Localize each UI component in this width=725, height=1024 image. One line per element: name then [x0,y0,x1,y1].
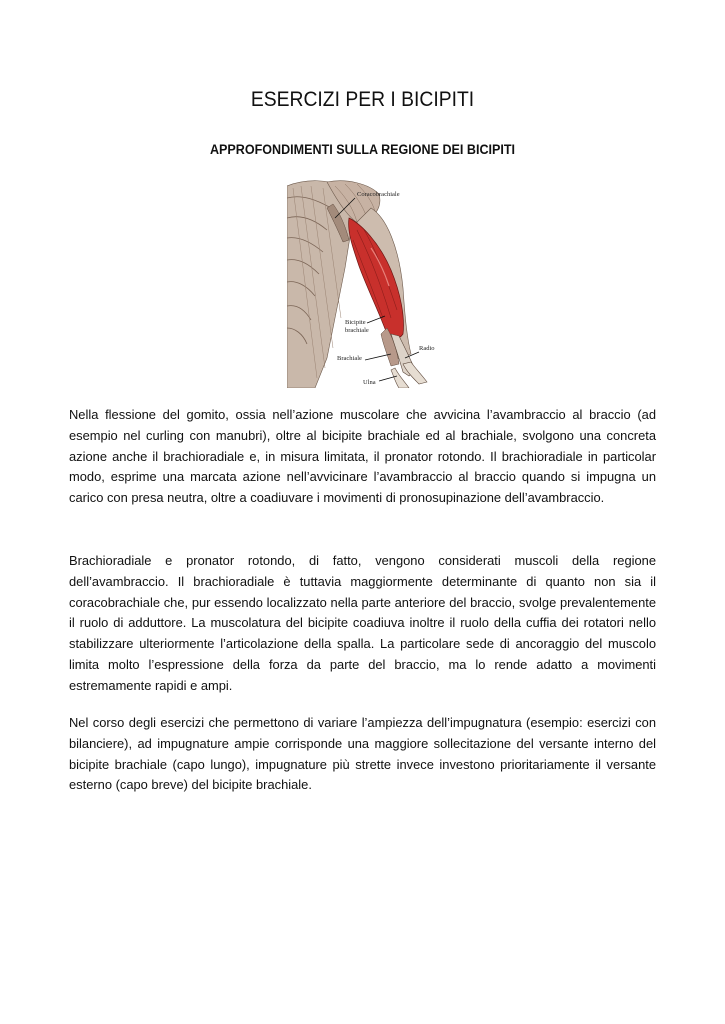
label-brachiale-sub: brachiale [345,327,369,334]
page-title: ESERCIZI PER I BICIPITI [250,88,475,111]
page-subtitle: APPROFONDIMENTI SULLA REGIONE DEI BICIPITI [209,142,516,157]
paragraph-3: Nel corso degli esercizi che permettono di variare l’ampiezza dell’impugnatura (esempio: esercizi con bilanciere), ad impugnature ampie corrisponde una maggiore sollecitazione del versante interno del bicipite brachiale (capo lungo), impugnature più strette invece investono prioritariamente il versante esterno (capo breve) del bicipite brachiale. [69,715,656,793]
label-ulna: Ulna [363,379,376,386]
paragraph-2: Brachioradiale e pronator rotondo, di fatto, vengono considerati muscoli della regione dell’avambraccio. Il brachioradiale è tuttavia maggiormente determinante di quanto non sia il coracobrachiale che, pur essendo localizzato nella parte anteriore del braccio, svolge prevalentemente il ruolo di adduttore. La muscolatura del bicipite coadiuva inoltre il ruolo della cuffia dei rotatori nello stabilizzare ulteriormente l’articolazione della spalla. La particolare sede di ancoraggio del muscolo limita molto l’espressione della forza da parte del braccio, ma lo rende adatto a movimenti estremamente rapidi e ampi. [69,553,656,693]
label-coracobrachiale: Coracobrachiale [357,191,400,198]
label-brachiale: Brachiale [337,355,362,362]
label-bicipite: Bicipite [345,319,366,326]
biceps-anatomy-illustration [287,178,443,388]
paragraph-1: Nella flessione del gomito, ossia nell’azione muscolare che avvicina l’avambraccio al braccio (ad esempio nel curling con manubri), oltre al bicipite brachiale ed al brachiale, svolgono una concreta azione anche il brachioradiale e, in misura limitata, il pronator rotondo. Il brachioradiale in particolar modo, esprime una marcata azione nell’avvicinare l’avambraccio al braccio quando si impugna un carico con presa neutra, oltre a coadiuvare i movimenti di pronosupinazione dell’avambraccio. [69,407,656,506]
label-radio: Radio [419,345,435,352]
